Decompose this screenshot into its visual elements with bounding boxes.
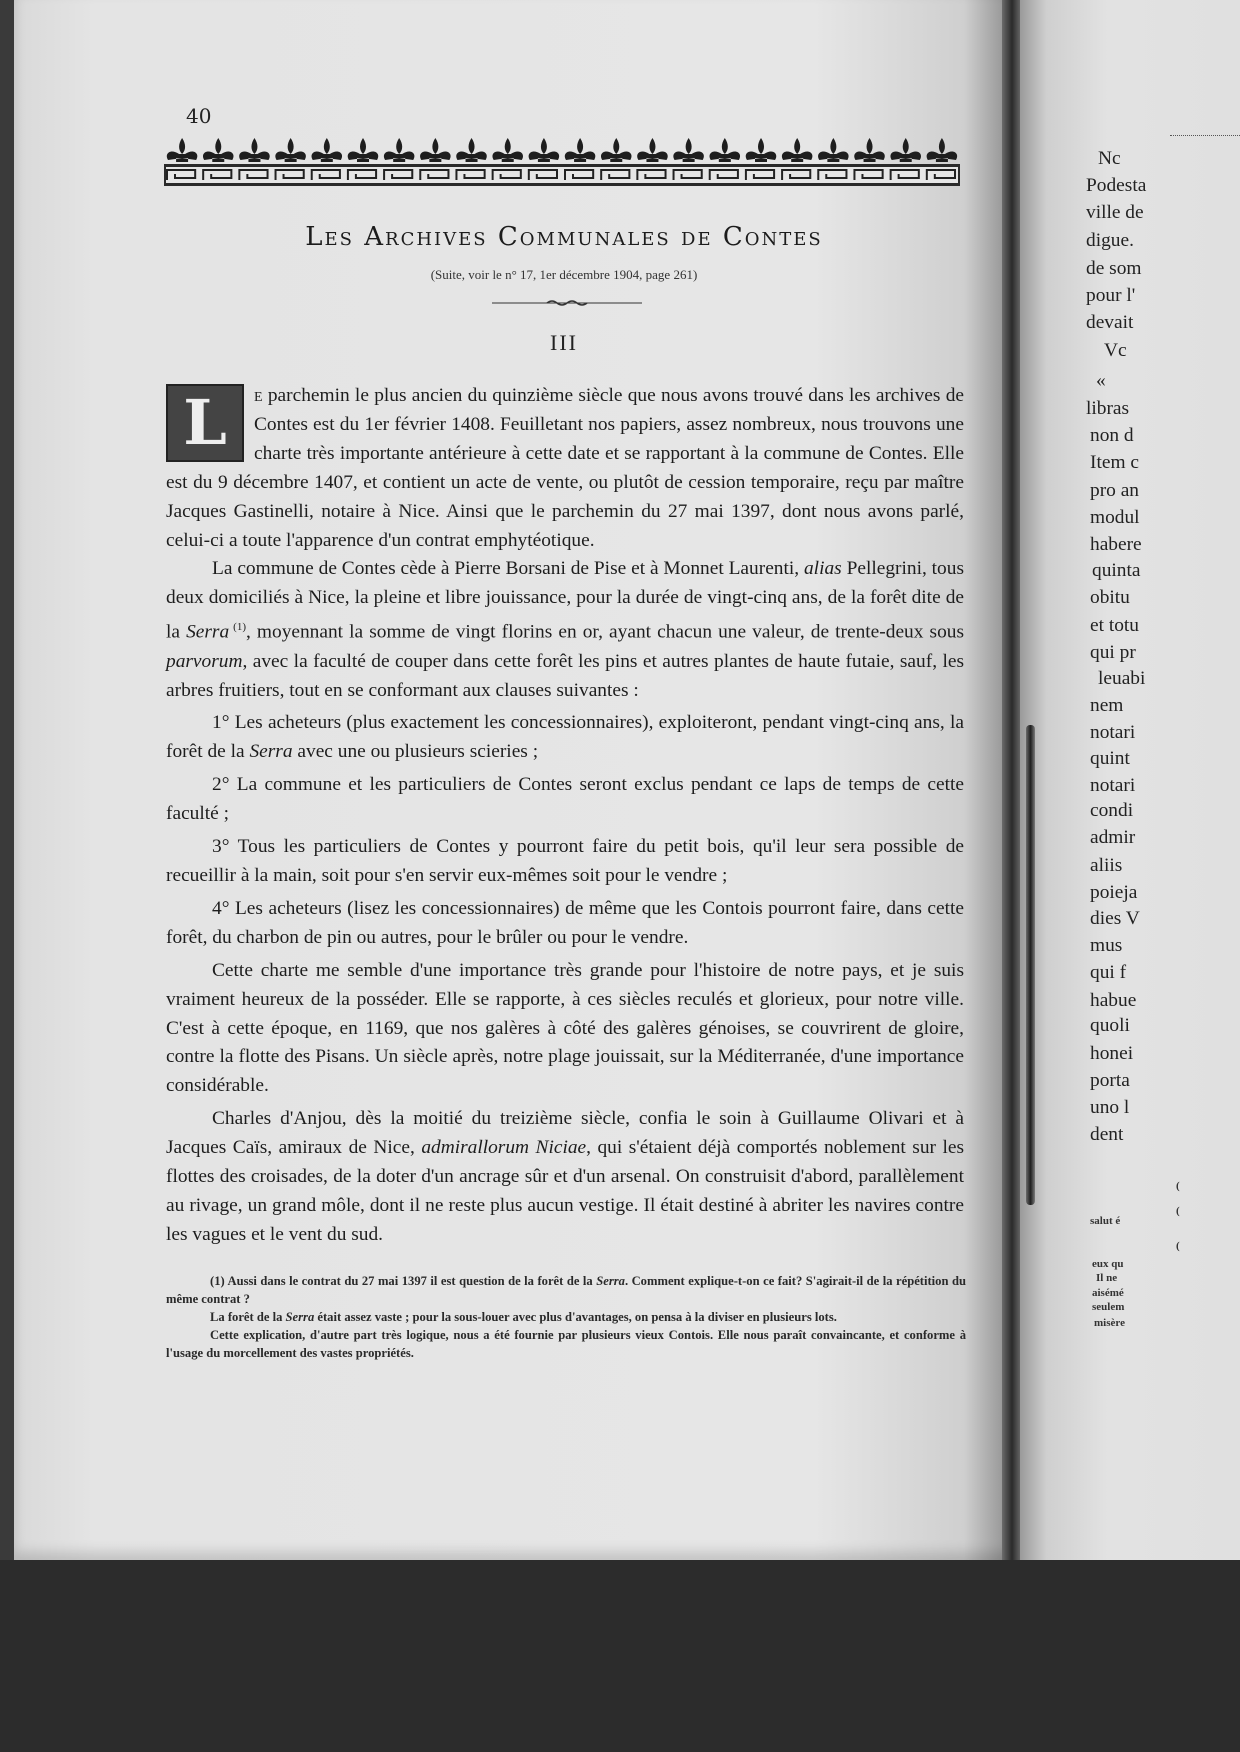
clause-4: 4° Les acheteurs (lisez les concessionnaires) de même que les Contois pourront faire, dans cette forêt, du charbon de pin ou autres, pour le brûler ou pour le vendre. — [166, 897, 964, 948]
next-page-line: dies V — [1090, 908, 1140, 929]
next-page-line: Vc — [1104, 340, 1127, 361]
next-page-line: et totu — [1090, 615, 1140, 636]
fleur-de-lis-icon — [420, 138, 451, 162]
next-page-line: habere — [1090, 534, 1142, 555]
next-page-line: ville de — [1086, 202, 1144, 223]
dropcap-lead: e — [254, 385, 263, 406]
next-page-line: uno l — [1090, 1097, 1130, 1118]
fleur-de-lis-icon — [167, 138, 198, 162]
paragraph-cession — [166, 555, 964, 705]
next-page-footnote-line: salut é — [1090, 1215, 1121, 1227]
fleur-de-lis-icon — [275, 138, 306, 162]
next-page-line: Nc — [1098, 148, 1121, 169]
footnote-3: Cette explication, d'autre part très logique, nous a été fournie par plusieurs vieux Contois. Elle nous paraît convaincante, et conforme à l'usage du morcellement des vastes propriétés. — [166, 1328, 966, 1360]
next-page-line: aliis — [1090, 855, 1123, 876]
fleur-de-lis-icon — [890, 138, 921, 162]
fleur-de-lis-icon — [601, 138, 632, 162]
decorative-header-band — [164, 136, 960, 188]
paragraph-text: , moyennant la somme de vingt florins en or, ayant chacun une valeur, de trente-deux sous — [245, 621, 965, 643]
paragraph-text: Charles d'Anjou, dès la moitié du treizième siècle, confia le soin à Guillaume Olivari et à Jacques Caïs, amiraux de Nice, — [166, 1108, 964, 1159]
next-page-line: mus — [1090, 935, 1123, 956]
next-page-footnote-line: Il ne — [1096, 1272, 1118, 1284]
paragraph-text: Pellegrini, tous deux domiciliés à Nice, la pleine et libre jouissance, pour la durée de vingt-cinq ans, de la forêt dite de la — [166, 558, 964, 643]
footnote-2 — [166, 1308, 966, 1326]
fleur-de-lis-icon — [529, 138, 560, 162]
scan-edge — [0, 0, 14, 1560]
next-page-footnote-line: ( — [1176, 1180, 1180, 1192]
paragraph-text: avec une ou plusieurs scieries ; — [292, 741, 539, 763]
paragraph-text: parchemin le plus ancien du quinzième siècle que nous avons trouvé dans les archives de Contes est du 1er février 1408. Feuilletant nos papiers, assez nombreux, nous trouvons une charte très importante antérieure à cette date et se rapportant à la commune de Contes. Elle est du 9 décembre 1407, et contient un acte de vente, ou plutôt de cession temporaire, reçu par maître Jacques Gastinelli, notaire à Nice. Ainsi que le parchemin du 27 mai 1397, dont nous avons parlé, celui-ci a toute l'apparence d'un contrat emphytéotique. — [166, 385, 964, 551]
continuation-note: (Suite, voir le n° 17, 1er décembre 1904, page 261) — [430, 267, 698, 282]
next-page-line: condi — [1090, 800, 1134, 821]
fleur-de-lis-icon — [456, 138, 487, 162]
fleur-de-lis-icon — [348, 138, 379, 162]
next-page-footnote-line: seulem — [1092, 1301, 1125, 1313]
paragraph-text: La commune de Contes cède à Pierre Borsani de Pise et à Monnet Laurenti, — [212, 558, 804, 580]
next-page-footnote-line: ( — [1176, 1205, 1180, 1217]
italic-term: parvorum — [166, 650, 243, 672]
paragraph-text: , avec la faculté de couper dans cette forêt les pins et autres plantes de haute futaie, sauf, les arbres fruitiers, tout en se conformant aux clauses suivantes : — [166, 650, 964, 701]
section-number: III — [550, 330, 578, 355]
article-body — [166, 382, 964, 1250]
next-page-footnote-line: eux qu — [1092, 1258, 1124, 1270]
next-page-line: Item c — [1090, 452, 1139, 473]
title-divider — [492, 298, 642, 308]
dropcap-ornament — [166, 384, 244, 462]
next-page-footnote-line: ( — [1176, 1240, 1180, 1252]
fleur-de-lis-icon — [710, 138, 741, 162]
next-page-line: notari — [1090, 722, 1136, 743]
paragraph-charter: Cette charte me semble d'une importance très grande pour l'histoire de notre pays, et je suis vraiment heureux de la posséder. Elle se rapporte, à ces siècles reculés et glorieux, pour notre ville. C'est à cette époque, en 1169, que nos galères à côté des galères génoises, se couvrirent de gloire, contre la flotte des Pisans. Un siècle après, notre plage jouissait, sur la Méditerranée, d'une importance considérable. — [166, 959, 964, 1097]
italic-term: Serra — [186, 621, 230, 643]
fleur-de-lis-icon — [746, 138, 777, 162]
next-page-line: pro an — [1090, 480, 1139, 501]
fleur-de-lis-icon — [492, 138, 523, 162]
next-page-line: pour l' — [1086, 285, 1136, 306]
next-page-fragment — [1020, 0, 1240, 1565]
next-page-line: quinta — [1092, 560, 1141, 581]
clause-3: 3° Tous les particuliers de Contes y pourront faire du petit bois, qu'il leur sera possible de recueillir à la main, soit pour s'en servir eux-mêmes soit pour le vendre ; — [166, 836, 964, 886]
page-number: 40 — [186, 104, 212, 128]
clause-1 — [166, 709, 964, 767]
next-page-line: obitu — [1090, 587, 1130, 608]
fleur-de-lis-icon — [927, 138, 958, 162]
italic-term: admirallorum Niciae — [421, 1137, 587, 1159]
italic-term: Serra — [285, 1310, 315, 1324]
dropcap-letter: L — [183, 386, 227, 459]
next-page-line: devait — [1086, 312, 1134, 333]
paragraph-intro — [166, 382, 964, 555]
footnote-text: . Comment explique-t-on ce fait? S'agirait-il de la répétition du même contrat ? — [166, 1274, 966, 1306]
next-page-line: qui f — [1090, 962, 1127, 983]
paragraph-text: , qui s'étaient déjà comportés noblement sur les flottes des croisades, de la doter d'un ancrage sûr et d'un arsenal. On construisit d'abord, parallèlement au rivage, un grand môle, dont il ne reste plus aucun vestige. Il était destiné à abriter les navires contre les vagues et le vent du sud. — [166, 1137, 965, 1245]
next-page-line: qui pr — [1090, 642, 1136, 663]
fleur-de-lis-icon — [818, 138, 849, 162]
next-page-line: modul — [1090, 507, 1140, 528]
next-page-line: poieja — [1090, 882, 1138, 903]
footnotes — [166, 1272, 966, 1362]
next-page-line: dent — [1090, 1124, 1124, 1145]
next-page-footnote-line: aisémé — [1092, 1287, 1124, 1299]
fleur-de-lis-icon — [637, 138, 668, 162]
next-page-line: nem — [1090, 695, 1124, 716]
fleur-de-lis-icon — [239, 138, 270, 162]
next-page-line: notari — [1090, 775, 1136, 796]
next-page-line: « — [1096, 370, 1106, 391]
next-page-line: habue — [1090, 990, 1137, 1011]
italic-term: Serra — [596, 1274, 625, 1288]
fleur-de-lis-icon — [854, 138, 885, 162]
footnote-reference: (1) — [229, 621, 246, 634]
footnote-1 — [166, 1272, 966, 1308]
fleur-de-lis-icon — [312, 138, 343, 162]
next-page-line: Podesta — [1086, 175, 1147, 196]
footnote-text: était assez vaste ; pour la sous-louer avec plus d'avantages, on pensa à la diviser en plusieurs lots. — [314, 1310, 837, 1324]
paragraph-text: 1° Les acheteurs (plus exactement les concessionnaires), exploiteront, pendant vingt-cinq ans, la forêt de la — [166, 712, 964, 763]
next-page-line: honei — [1090, 1043, 1134, 1064]
next-page-rule — [1170, 135, 1240, 136]
scan-background — [0, 1560, 1240, 1752]
fleur-de-lis-icon — [782, 138, 813, 162]
next-page-line: de som — [1086, 258, 1142, 279]
next-page-line: quint — [1090, 748, 1130, 769]
clause-2: 2° La commune et les particuliers de Contes seront exclus pendant ce laps de temps de cette faculté ; — [166, 774, 964, 825]
paragraph-anjou — [166, 1105, 964, 1250]
next-page-line: quoli — [1090, 1015, 1130, 1036]
italic-term: Serra — [249, 741, 293, 763]
fleur-de-lis-icon — [203, 138, 234, 162]
next-page-footnote-line: misère — [1094, 1317, 1125, 1329]
next-page-line: libras — [1086, 398, 1130, 419]
italic-term: alias — [803, 558, 842, 580]
binding-clip — [1026, 725, 1035, 1205]
next-page-line: digue. — [1086, 230, 1134, 251]
fleur-de-lis-icon — [673, 138, 704, 162]
next-page-line: porta — [1090, 1070, 1130, 1091]
footnote-text: La forêt de la — [210, 1310, 286, 1324]
book-gutter — [1002, 0, 1022, 1560]
article-title: Les Archives Communales de Contes — [305, 222, 823, 252]
next-page-line: leuabi — [1098, 668, 1146, 689]
fleur-de-lis-icon — [384, 138, 415, 162]
footnote-text: (1) Aussi dans le contrat du 27 mai 1397 il est question de la forêt de la — [210, 1274, 597, 1288]
next-page-line: non d — [1090, 425, 1134, 446]
next-page-line: admir — [1090, 827, 1136, 848]
fleur-de-lis-icon — [565, 138, 596, 162]
